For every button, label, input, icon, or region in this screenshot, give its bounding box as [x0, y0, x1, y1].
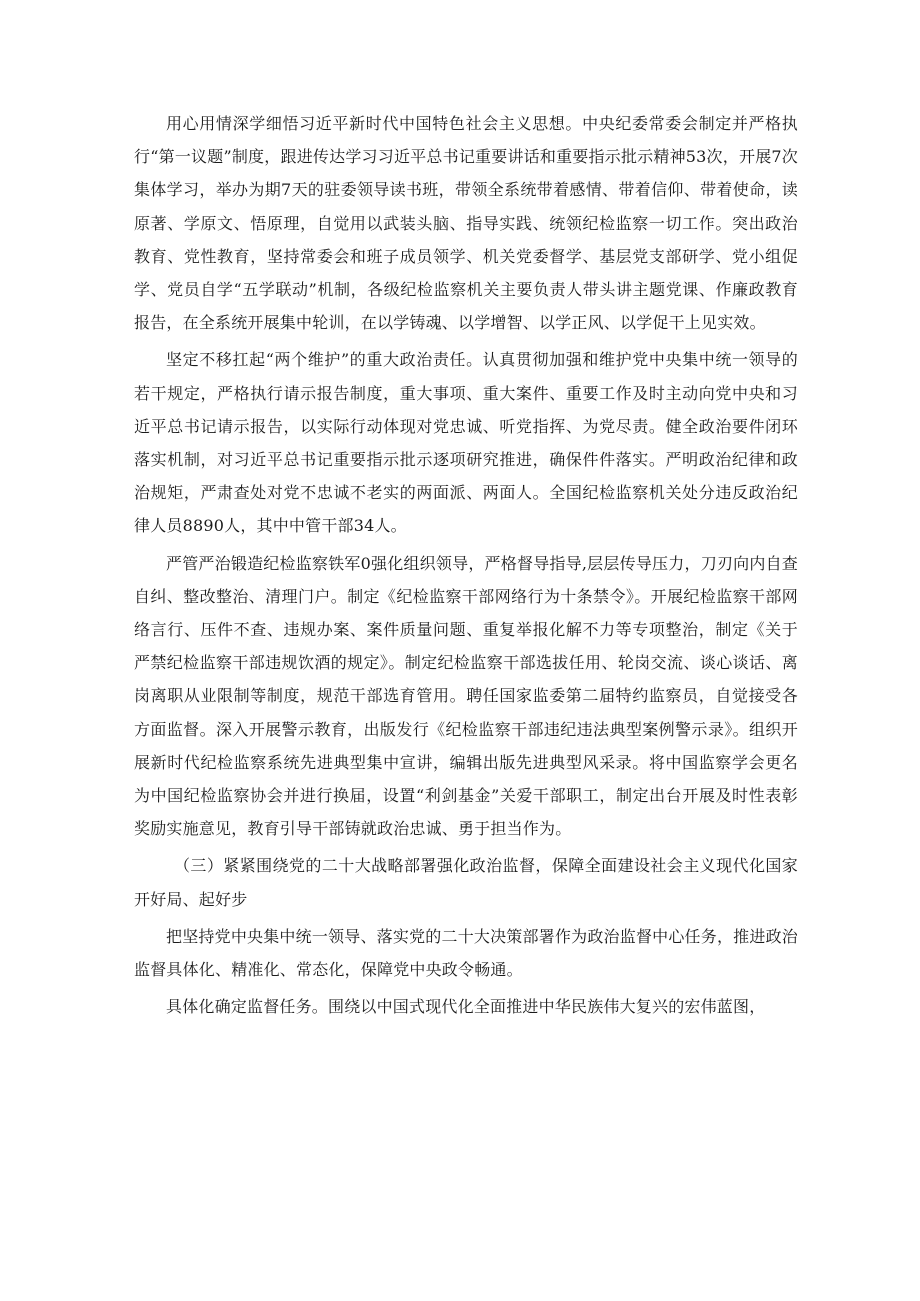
paragraph-discipline-team: 严管严治锻造纪检监察铁军0强化组织领导，严格督导指导,层层传导压力，刀刃向内自查自纠、整改整治、清理门户。制定《纪检监察干部网络行为十条禁令》。开展纪检监察干部网络言行、压件不查、违规办案、案件质量问题、重复举报化解不力等专项整治，制定《关于严禁纪检监察干部违规饮酒的规定》。制定纪检监察干部选拔任用、轮岗交流、谈心谈话、离岗离职从业限制等制度，规范干部选育管用。聘任国家监委第二届特约监察员，自觉接受各方面监督。深入开展警示教育，出版发行《纪检监察干部违纪违法典型案例警示录》。组织开展新时代纪检监察系统先进典型集中宣讲，编辑出版先进典型风采录。将中国监察学会更名为中国纪检监察协会并进行换届，设置“利剑基金”关爱干部职工，制定出台开展及时性表彰奖励实施意见，教育引导干部铸就政治忠诚、勇于担当作为。	[134, 553, 798, 839]
section-heading-three: （三）紧紧围绕党的二十大战略部署强化政治监督，保障全面建设社会主义现代化国家开好局、起好步	[134, 856, 798, 909]
paragraph-political-supervision: 把坚持党中央集中统一领导、落实党的二十大决策部署作为政治监督中心任务，推进政治监督具体化、精准化、常态化，保障党中央政令畅通。	[134, 926, 798, 980]
paragraph-study-thought: 用心用情深学细悟习近平新时代中国特色社会主义思想。中央纪委常委会制定并严格执行“第一议题”制度，跟进传达学习习近平总书记重要讲话和重要指示批示精神53次，开展7次集体学习，举办为期7天的驻委领导读书班，带领全系统带着感情、带着信仰、带着使命，读原著、学原文、悟原理，自觉用以武装头脑、指导实践、统领纪检监察一切工作。突出政治教育、党性教育，坚持常委会和班子成员领学、机关党委督学、基层党支部研学、党小组促学、党员自学“五学联动”机制，各级纪检监察机关主要负责人带头讲主题党课、作廉政教育报告，在全系统开展集中轮训，在以学铸魂、以学增智、以学正风、以学促干上见实效。	[134, 114, 798, 333]
paragraph-two-safeguards: 坚定不移扛起“两个维护”的重大政治责任。认真贯彻加强和维护党中央集中统一领导的若干规定，严格执行请示报告制度，重大事项、重大案件、重要工作及时主动向党中央和习近平总书记请示报告，以实际行动体现对党忠诚、听党指挥、为党尽责。健全政治要件闭环落实机制，对习近平总书记重要指示批示逐项研究推进，确保件件落实。严明政治纪律和政治规矩，严肃查处对党不忠诚不老实的两面派、两面人。全国纪检监察机关处分违反政治纪律人员8890人，其中中管干部34人。	[134, 350, 798, 536]
document-body	[134, 107, 798, 1027]
paragraph-supervision-tasks: 具体化确定监督任务。围绕以中国式现代化全面推进中华民族伟大复兴的宏伟蓝图，	[166, 997, 766, 1017]
